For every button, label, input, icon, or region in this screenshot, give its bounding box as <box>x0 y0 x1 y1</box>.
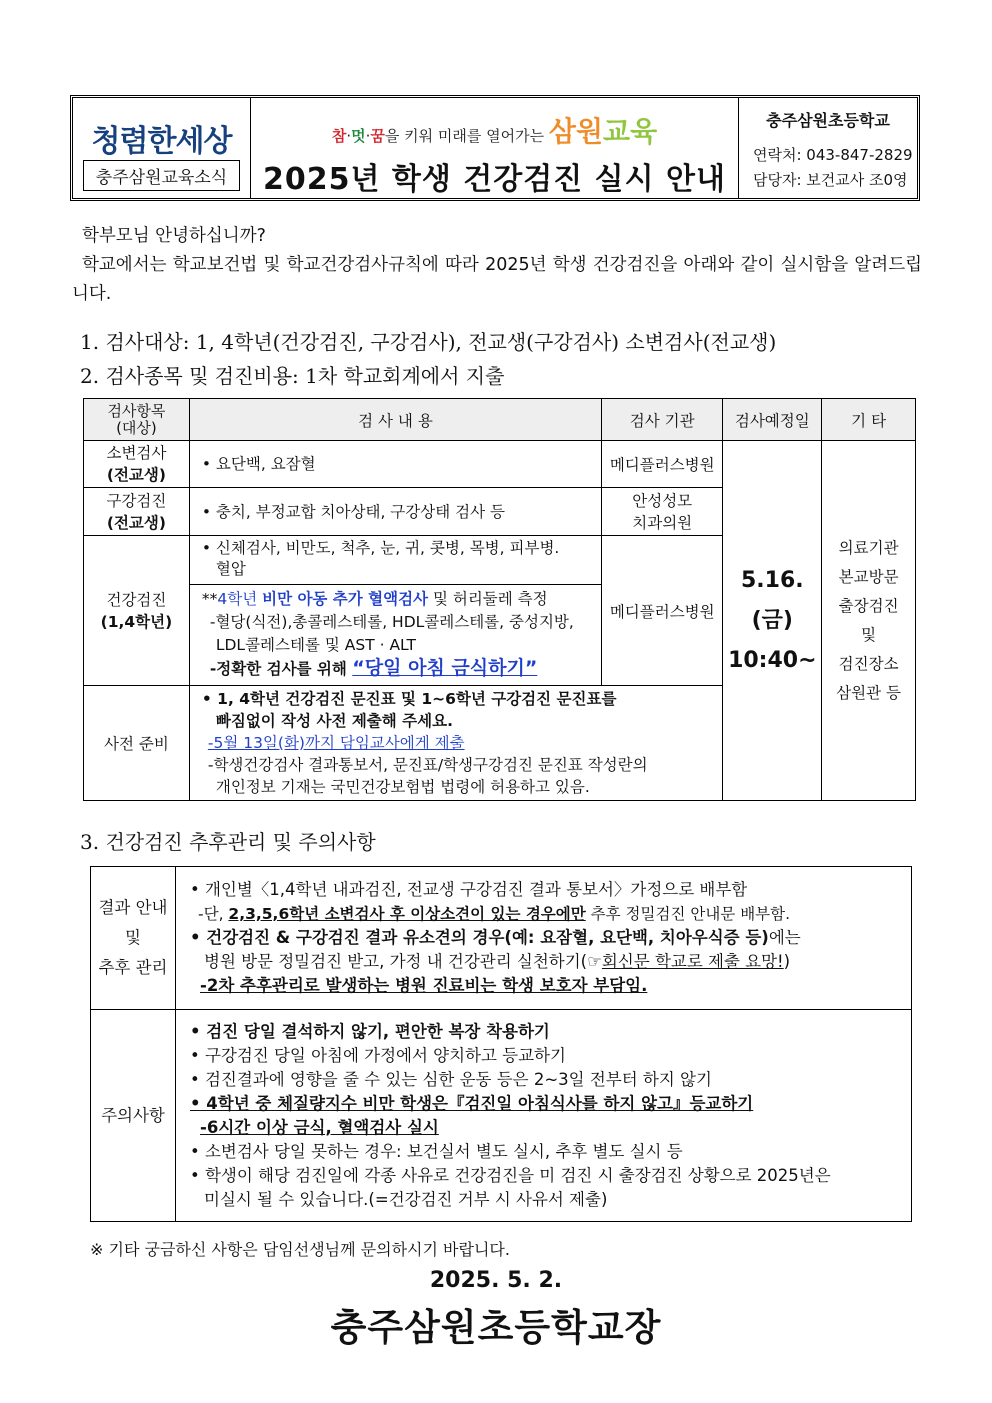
line: 및 허리둘레 측정 <box>428 590 548 608</box>
slogan-word: 멋 <box>351 127 366 145</box>
etc-line: 출장검진 <box>838 596 899 615</box>
oral-label <box>84 488 190 536</box>
etc-line: 삼원관 등 <box>836 683 902 702</box>
deadline: -5월 13일(화)까지 담임교사에게 제출 <box>207 734 465 752</box>
mark: ** <box>201 590 218 608</box>
emphasis: 2,3,5,6학년 소변검사 후 이상소견이 있는 경우에만 <box>228 905 586 923</box>
greeting: 학부모님 안녕하십니까? <box>82 226 266 246</box>
label: 구강검진 <box>106 491 167 510</box>
brand-b: 교육 <box>603 115 658 148</box>
line: • 신체검사, 비만도, 척추, 눈, 귀, 콧병, 목병, 피부병. <box>201 539 560 557</box>
signature: 충주삼원초등학교장 <box>330 1306 662 1349</box>
line: • 검진 당일 결석하지 않기, 편안한 복장 착용하기 <box>190 1021 550 1041</box>
oral-content: • 충치, 부정교합 치아상태, 구강상태 검사 등 <box>189 488 601 536</box>
fasting-note: “당일 아침 금식하기” <box>352 657 538 679</box>
health-items <box>190 536 601 585</box>
line: 추후 정밀검진 안내문 배부함. <box>585 905 791 923</box>
label: 및 <box>125 928 141 947</box>
th-text: 검사항목 (대상) <box>107 401 166 437</box>
target: (1,4학년) <box>100 612 173 631</box>
slogan-text: 을 키워 미래를 열어가는 <box>384 127 545 145</box>
followup-label <box>91 867 176 1010</box>
logo-cell <box>73 98 251 198</box>
exam-table <box>83 398 916 801</box>
blood-test <box>190 585 601 685</box>
etc-cell <box>822 441 916 801</box>
contact-manager: 담당자: 보건교사 조0영 <box>753 171 908 189</box>
health-content <box>189 536 601 686</box>
label: 소변검사 <box>106 444 167 462</box>
th-item <box>84 399 190 441</box>
etc-line: 의료기관 <box>838 538 899 557</box>
label: 건강검진 <box>106 590 167 609</box>
issue-date: 2025. 5. 2. <box>429 1268 563 1293</box>
line: 미실시 될 수 있습니다.(=건강검진 거부 시 사유서 제출) <box>204 1189 608 1209</box>
th-etc: 기 타 <box>822 399 916 441</box>
followup-table <box>90 866 912 1222</box>
slogan-word: 꿈 <box>370 127 385 145</box>
org: 안성성모 <box>632 491 693 510</box>
school-name: 충주삼원초등학교 <box>766 111 890 130</box>
footnote: ※ 기타 궁금하신 사항은 담임선생님께 문의하시기 바랍니다. <box>90 1240 510 1259</box>
line: 에는 <box>768 928 801 947</box>
section-1: 1. 검사대상: 1, 4학년(건강검진, 구강검사), 전교생(구강검사) 소변검사(전교생) <box>80 330 777 354</box>
section-3: 3. 건강검진 추후관리 및 주의사항 <box>80 830 376 854</box>
cost-note: -2차 추후관리로 발생하는 병원 진료비는 학생 보호자 부담임. <box>200 976 648 995</box>
followup-content <box>176 867 912 1010</box>
logo-text: 청렴한세상 <box>91 124 232 159</box>
line: -정확한 검사를 위해 <box>209 660 353 678</box>
header-box <box>70 95 920 201</box>
health-org: 메디플러스병원 <box>602 536 723 686</box>
contact-cell <box>739 98 917 198</box>
line: • 개인별〈1,4학년 내과검진, 전교생 구강검진 결과 통보서〉가정으로 배부함 <box>190 880 748 899</box>
title-cell <box>251 98 739 198</box>
line: ) <box>783 952 791 971</box>
org: 치과의원 <box>632 513 693 532</box>
exam-date <box>723 441 822 801</box>
health-label <box>84 536 190 686</box>
section-2: 2. 검사종목 및 검진비용: 1차 학교회계에서 지출 <box>80 364 505 388</box>
label: 결과 안내 <box>98 898 168 917</box>
line: • 1, 4학년 건강검진 문진표 및 1~6학년 구강검진 문진표를 <box>201 690 617 708</box>
urine-label <box>84 441 190 488</box>
slogan-word: 참 <box>331 127 347 145</box>
line: -학생건강검사 결과통보서, 문진표/학생구강검진 문진표 작성란의 <box>207 756 648 774</box>
line: • 검진결과에 영향을 줄 수 있는 심한 운동 등은 2~3일 전부터 하지 않기 <box>190 1069 712 1089</box>
th-content: 검 사 내 용 <box>189 399 601 441</box>
oral-org <box>602 488 723 536</box>
intro <box>72 222 922 309</box>
line: • 소변검사 당일 못하는 경우: 보건실서 별도 실시, 추후 별도 실시 등 <box>190 1141 683 1161</box>
etc-line: 및 <box>861 625 877 644</box>
caution-label: 주의사항 <box>91 1010 176 1222</box>
line: -단, <box>198 905 229 923</box>
line: LDL콜레스테롤 및 AST · ALT <box>215 636 417 654</box>
label: 추후 관리 <box>98 958 168 977</box>
prep-label: 사전 준비 <box>84 686 190 801</box>
caution-content <box>176 1010 912 1222</box>
time: 10:40~ <box>728 647 817 673</box>
contact-phone: 연락처: 043-847-2829 <box>753 146 913 164</box>
urine-org: 메디플러스병원 <box>602 441 723 488</box>
line: -6시간 이상 금식, 혈액검사 실시 <box>200 1117 439 1137</box>
logo <box>73 116 250 160</box>
line: • 4학년 중 체질량지수 비만 학생은『검진일 아침식사를 하지 않고』등교하기 <box>190 1093 754 1113</box>
etc-line: 검진장소 <box>838 654 899 673</box>
brand-logo <box>549 115 657 148</box>
line: 빠짐없이 작성 사전 제출해 주세요. <box>215 712 453 730</box>
target: (전교생) <box>106 466 166 484</box>
slogan: 참·멋·꿈을 키워 미래를 열어가는 삼원교육 <box>331 115 658 148</box>
brand-a: 삼원 <box>548 115 604 148</box>
blood-test-title: 비만 아동 추가 혈액검사 <box>262 590 429 608</box>
prep-content <box>189 686 723 801</box>
line: 혈압 <box>215 560 246 578</box>
line: -혈당(식전),총콜레스테롤, HDL콜레스테롤, 중성지방, <box>209 613 574 631</box>
line: • 건강검진 & 구강검진 결과 유소견의 경우(예: 요잠혈, 요단백, 치아우식증 등) <box>190 928 769 947</box>
line: 병원 방문 정밀검진 받고, 가정 내 건강관리 실천하기(☞ <box>204 952 602 971</box>
etc-line: 본교방문 <box>838 567 899 586</box>
intro-body: 학교에서는 학교보건법 및 학교건강검사규칙에 따라 2025년 학생 건강검진을 아래와 같이 실시함을 알려드립니다. <box>72 255 922 304</box>
newsletter-name: 충주삼원교육소식 <box>83 160 240 191</box>
th-date: 검사예정일 <box>723 399 822 441</box>
line: • 학생이 해당 검진일에 각종 사유로 건강검진을 미 검진 시 출장검진 상황으로 2025년은 <box>190 1165 831 1185</box>
reply-note: 회신문 학교로 제출 요망! <box>601 952 784 971</box>
date: 5.16.(금) <box>740 567 804 633</box>
line: 개인정보 기재는 국민건강보험법 법령에 허용하고 있음. <box>215 778 590 796</box>
th-org: 검사 기관 <box>602 399 723 441</box>
urine-content: • 요단백, 요잠혈 <box>189 441 601 488</box>
target: (전교생) <box>106 513 166 532</box>
page-title: 2025년 학생 건강검진 실시 안내 <box>262 162 727 197</box>
line: • 구강검진 당일 아침에 가정에서 양치하고 등교하기 <box>190 1045 566 1065</box>
grade: 4학년 <box>217 590 258 608</box>
